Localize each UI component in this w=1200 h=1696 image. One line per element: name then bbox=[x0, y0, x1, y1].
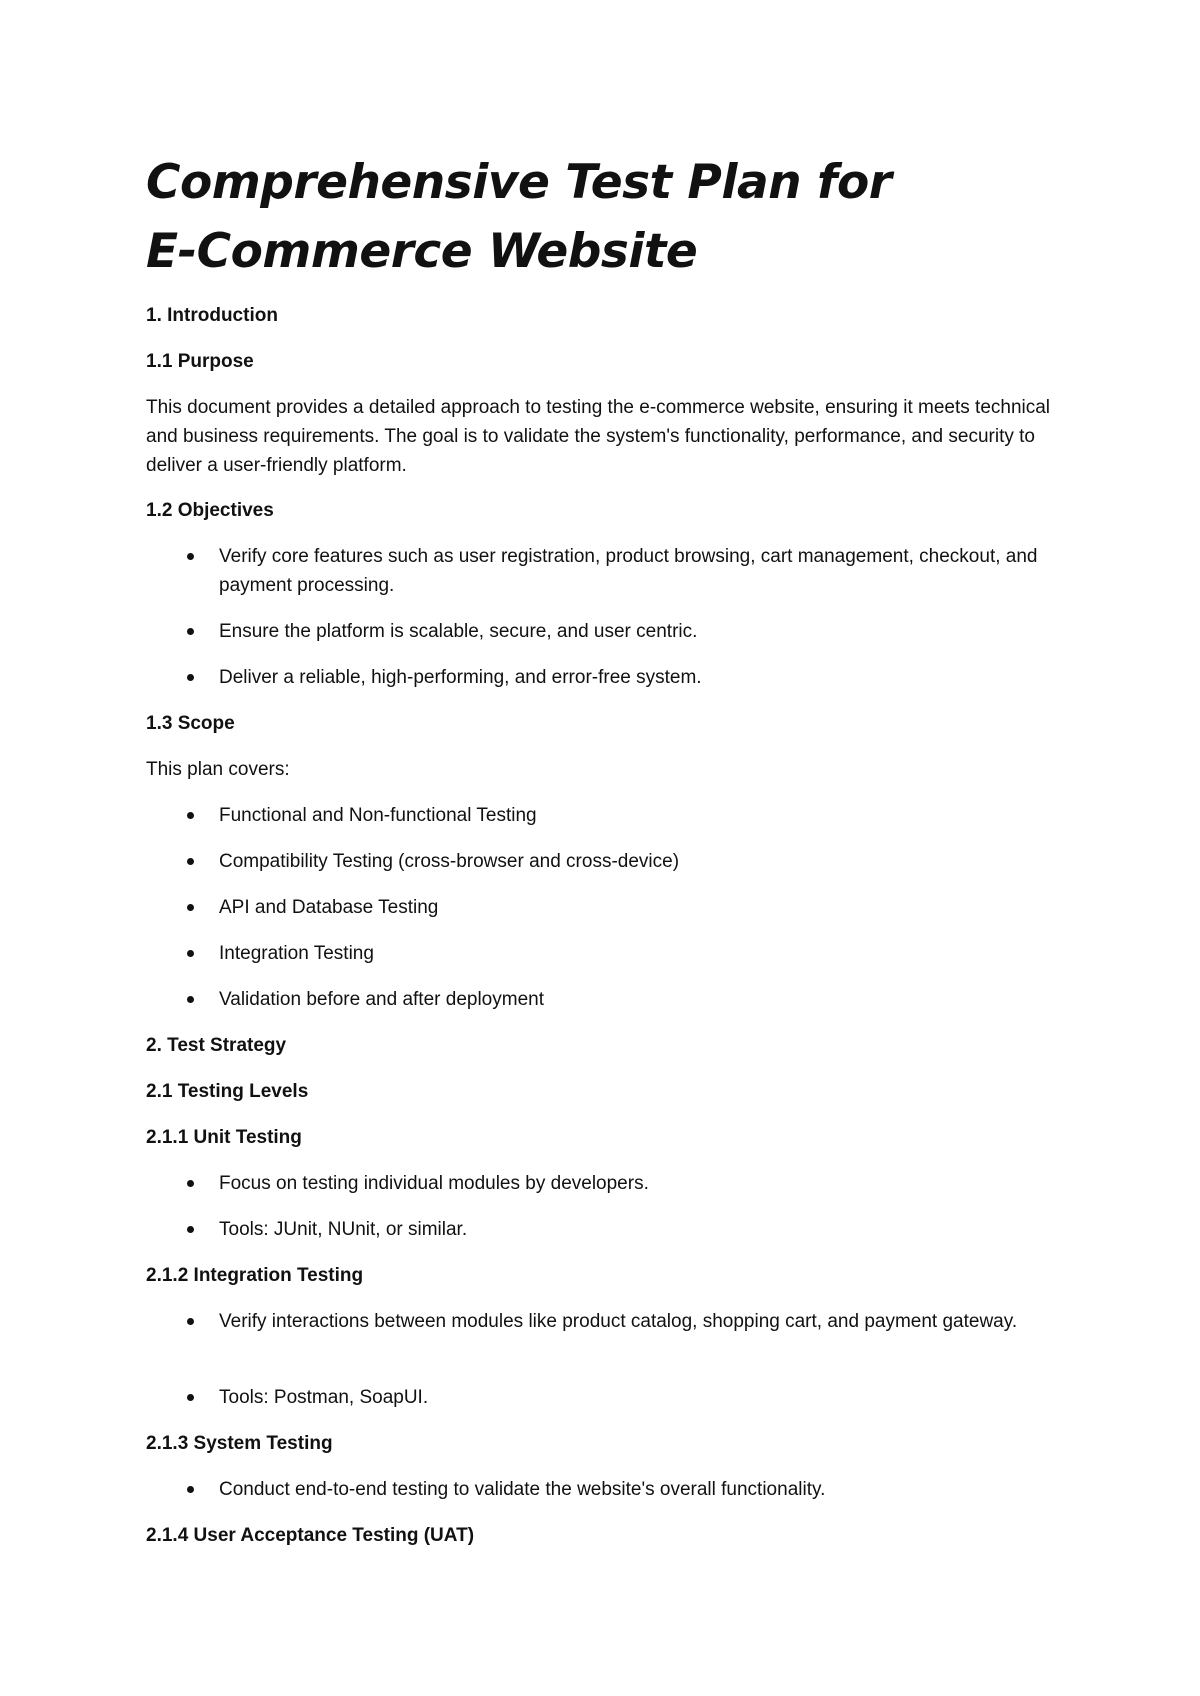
list-item-text: API and Database Testing bbox=[219, 897, 439, 918]
heading-integration-testing: 2.1.2 Integration Testing bbox=[146, 1265, 364, 1286]
heading-unit-testing: 2.1.1 Unit Testing bbox=[146, 1127, 302, 1148]
bullet-icon bbox=[187, 950, 194, 957]
list-item-text: Functional and Non-functional Testing bbox=[219, 805, 537, 826]
list-item-text: Compatibility Testing (cross-browser and cross-device) bbox=[219, 851, 680, 872]
scope-intro: This plan covers: bbox=[146, 759, 290, 780]
list-item bbox=[146, 893, 1046, 922]
list-item bbox=[146, 847, 1046, 876]
list-item-text: Validation before and after deployment bbox=[219, 989, 544, 1010]
heading-test-strategy: 2. Test Strategy bbox=[146, 1035, 287, 1056]
bullet-icon bbox=[187, 674, 194, 681]
bullet-icon bbox=[187, 996, 194, 1003]
heading-objectives: 1.2 Objectives bbox=[146, 500, 274, 521]
list-item-text: Conduct end-to-end testing to validate the website's overall functionality. bbox=[219, 1479, 826, 1500]
bullet-icon bbox=[187, 904, 194, 911]
list-item bbox=[146, 1383, 1046, 1412]
heading-user-acceptance-testing: 2.1.4 User Acceptance Testing (UAT) bbox=[146, 1525, 475, 1546]
list-item bbox=[146, 939, 1046, 968]
list-item-text: Verify interactions between modules like product catalog, shopping cart, and payment gateway. bbox=[219, 1311, 1018, 1332]
bullet-icon bbox=[187, 858, 194, 865]
list-item-text: Deliver a reliable, high-performing, and error-free system. bbox=[219, 667, 702, 688]
heading-testing-levels: 2.1 Testing Levels bbox=[146, 1081, 309, 1102]
bullet-icon bbox=[187, 1318, 194, 1325]
list-item bbox=[146, 801, 1046, 830]
list-item bbox=[146, 1475, 1046, 1504]
bullet-icon bbox=[187, 812, 194, 819]
bullet-icon bbox=[187, 1226, 194, 1233]
purpose-paragraph: This document provides a detailed approach to testing the e-commerce website, ensuring it meets technical and business requirements. The goal is to validate the system's functionality, performance, and security to deliver a user-friendly platform. bbox=[146, 397, 1051, 476]
bullet-icon bbox=[187, 628, 194, 635]
list-item bbox=[146, 1215, 1046, 1244]
list-item bbox=[146, 1169, 1046, 1198]
list-item bbox=[146, 542, 1046, 600]
list-item-text: Tools: Postman, SoapUI. bbox=[219, 1387, 429, 1408]
list-item bbox=[146, 985, 1046, 1014]
list-item-text: Ensure the platform is scalable, secure, and user centric. bbox=[219, 621, 698, 642]
document-title: Comprehensive Test Plan for E-Commerce Website bbox=[146, 155, 892, 279]
list-item-text: Integration Testing bbox=[219, 943, 374, 964]
list-item bbox=[146, 1307, 1046, 1336]
list-item bbox=[146, 663, 1046, 692]
heading-scope: 1.3 Scope bbox=[146, 713, 235, 734]
bullet-icon bbox=[187, 1486, 194, 1493]
heading-introduction: 1. Introduction bbox=[146, 305, 278, 326]
list-item-text: Focus on testing individual modules by developers. bbox=[219, 1173, 649, 1194]
heading-purpose: 1.1 Purpose bbox=[146, 351, 254, 372]
list-item-text: Tools: JUnit, NUnit, or similar. bbox=[219, 1219, 468, 1240]
heading-system-testing: 2.1.3 System Testing bbox=[146, 1433, 333, 1454]
bullet-icon bbox=[187, 553, 194, 560]
bullet-icon bbox=[187, 1394, 194, 1401]
list-item-text: Verify core features such as user registration, product browsing, cart management, checkout, and payment processing. bbox=[219, 546, 1038, 596]
list-item bbox=[146, 617, 1046, 646]
bullet-icon bbox=[187, 1180, 194, 1187]
